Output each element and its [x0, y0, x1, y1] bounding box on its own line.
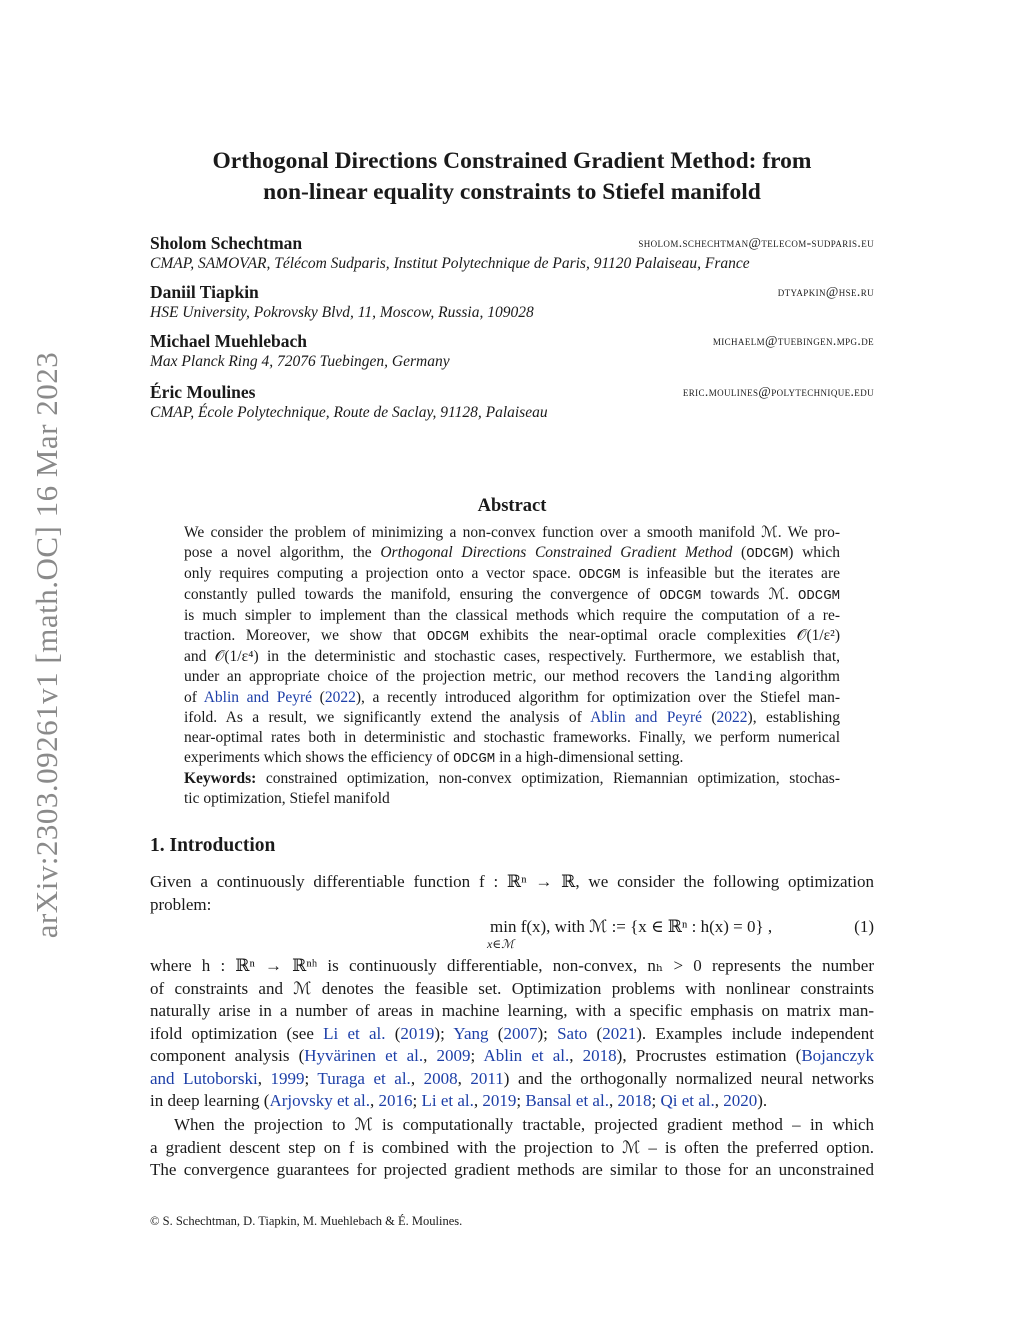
citation-link[interactable]: 2011	[470, 1068, 504, 1088]
author-affiliation: HSE University, Pokrovsky Blvd, 11, Moscow, Russia, 109028	[150, 304, 534, 321]
author-name: Sholom Schechtman	[150, 233, 303, 253]
author-email[interactable]: michaelm@tuebingen.mpg.de	[712, 333, 874, 348]
author-block-3	[150, 331, 874, 372]
citation-link[interactable]: Turaga et al.	[317, 1068, 411, 1088]
author-block-2	[150, 282, 874, 323]
author-name: Michael Muehlebach	[150, 331, 307, 351]
citation-link[interactable]: 2019	[400, 1023, 435, 1043]
citation-link[interactable]: Arjovsky et al.	[269, 1091, 371, 1110]
citation-link[interactable]: Yang	[453, 1023, 489, 1043]
citation-link[interactable]: 2007	[503, 1023, 538, 1043]
citation-link[interactable]: 2020	[723, 1091, 758, 1110]
author-affiliation: CMAP, SAMOVAR, Télécom Sudparis, Institut Polytechnique de Paris, 91120 Palaiseau, France	[150, 255, 750, 272]
author-name: Daniil Tiapkin	[150, 282, 259, 302]
citation-link[interactable]: 2019	[482, 1091, 517, 1110]
citation-link[interactable]: Hyvärinen et al.	[304, 1046, 424, 1065]
citation-link[interactable]: 2016	[378, 1091, 413, 1110]
equation-number: (1)	[854, 917, 874, 936]
citation-link[interactable]: 2009	[436, 1046, 471, 1065]
citation-link[interactable]: Ablin and Peyré	[203, 689, 313, 706]
author-block-1	[150, 233, 874, 274]
citation-link[interactable]: 2021	[602, 1023, 637, 1043]
author-affiliation: CMAP, École Polytechnique, Route de Saclay, 91128, Palaiseau	[150, 404, 548, 421]
equation-1: min f(x), with ℳ := {x ∈ ℝⁿ : h(x) = 0} , x∈ℳ (1)	[487, 917, 874, 951]
citation-link[interactable]: Li et al.	[421, 1091, 474, 1110]
citation-link[interactable]: 2018	[582, 1046, 617, 1065]
paragraph-2: where h : ℝⁿ → ℝⁿʰ is continuously differentiable, non-convex, nₕ > 0 represents the number of constraints and ℳ denotes the feasible set. Optimization problems with nonlinear constraints naturally arise in a number of areas in machine learning, with a specific emphasis on matrix man- ifold optimization (see Li et al. (2019); Yang (2007); Sato (2021). Examples include independent component analysis (Hyvärinen et al., 2009; Ablin et al., 2018), Procrustes estimation (Bojanczyk and Lutoborski, 1999; Turaga et al., 2008, 2011) and the orthogonally normalized neural networks in deep learning (Arjovsky et al., 2016; Li et al., 2019; Bansal et al., 2018; Qi et al., 2020).	[150, 956, 875, 1110]
keywords: Keywords: constrained optimization, non-convex optimization, Riemannian optimization, stochas-	[184, 770, 840, 787]
citation-link[interactable]: Ablin and Peyré	[590, 709, 702, 726]
citation-link[interactable]: Ablin et al.	[483, 1046, 570, 1065]
citation-link[interactable]: Bansal et al.	[525, 1091, 609, 1110]
citation-link[interactable]: and Lutoborski	[150, 1068, 258, 1088]
citation-link[interactable]: 2008	[423, 1068, 458, 1088]
author-name: Éric Moulines	[150, 382, 256, 402]
paragraph-3: When the projection to ℳ is computationally tractable, projected gradient method – in which a gradient descent step on f is combined with the projection to ℳ – is often the preferred option. The convergence guarantees for projected gradient methods are similar to those for an unconstrained	[150, 1115, 874, 1179]
author-email[interactable]: eric.moulines@polytechnique.edu	[682, 384, 874, 399]
author-block-4	[150, 382, 874, 423]
author-affiliation: Max Planck Ring 4, 72076 Tuebingen, Germany	[150, 353, 450, 370]
author-email[interactable]: dtyapkin@hse.ru	[777, 284, 874, 299]
paragraph-1: Given a continuously differentiable function f : ℝⁿ → ℝ, we consider the following optimization problem:	[150, 872, 874, 914]
author-email[interactable]: sholom.schechtman@telecom-sudparis.eu	[638, 235, 874, 250]
citation-link[interactable]: 1999	[270, 1068, 305, 1088]
paper-title: Orthogonal Directions Constrained Gradient Method: from non-linear equality constraints to Stiefel manifold	[212, 148, 812, 205]
citation-link[interactable]: Sato	[557, 1023, 588, 1043]
citation-link[interactable]: Li et al.	[323, 1023, 386, 1043]
abstract-body: We consider the problem of minimizing a non-convex function over a smooth manifold ℳ. We pro- pose a novel algorithm, the Orthogonal Directions Constrained Gradient Method (ODCGM) which only requires computing a projection onto a vector space. ODCGM is infeasible but the iterates are constantly pulled towards the manifold, ensuring the convergence of ODCGM towards ℳ. ODCGM is much simpler to implement than the classical methods which require the computation of a re- traction. Moreover, we show that ODCGM exhibits the near-optimal oracle complexities 𝒪(1/ε²) and 𝒪(1/ε⁴) in the deterministic and stochastic cases, respectively. Furthermore, we establish that, under an appropriate choice of the projection metric, our method recovers the landing algorithm of Ablin and Peyré (2022), a recently introduced algorithm for optimization over the Stiefel man- ifold. As a result, we significantly extend the analysis of Ablin and Peyré (2022), establishing near-optimal rates both in deterministic and stochastic frameworks. Finally, we perform numerical experiments which shows the efficiency of ODCGM in a high-dimensional setting. Keywords: constrained optimization, non-convex optimization, Riemannian optimization, stochas- tic optimization, Stiefel manifold	[184, 524, 841, 807]
copyright-footer: © S. Schechtman, D. Tiapkin, M. Muehlebach & É. Moulines.	[150, 1214, 463, 1228]
citation-link[interactable]: 2022	[716, 709, 748, 726]
section-heading: 1. Introduction	[150, 835, 276, 856]
abstract-heading: Abstract	[477, 496, 547, 516]
citation-link[interactable]: 2022	[324, 689, 356, 706]
citation-link[interactable]: 2018	[617, 1091, 652, 1110]
citation-link[interactable]: Bojanczyk	[801, 1046, 875, 1065]
arxiv-side-stamp: arXiv:2303.09261v1 [math.OC] 16 Mar 2023	[29, 351, 64, 939]
citation-link[interactable]: Qi et al.	[660, 1091, 715, 1110]
